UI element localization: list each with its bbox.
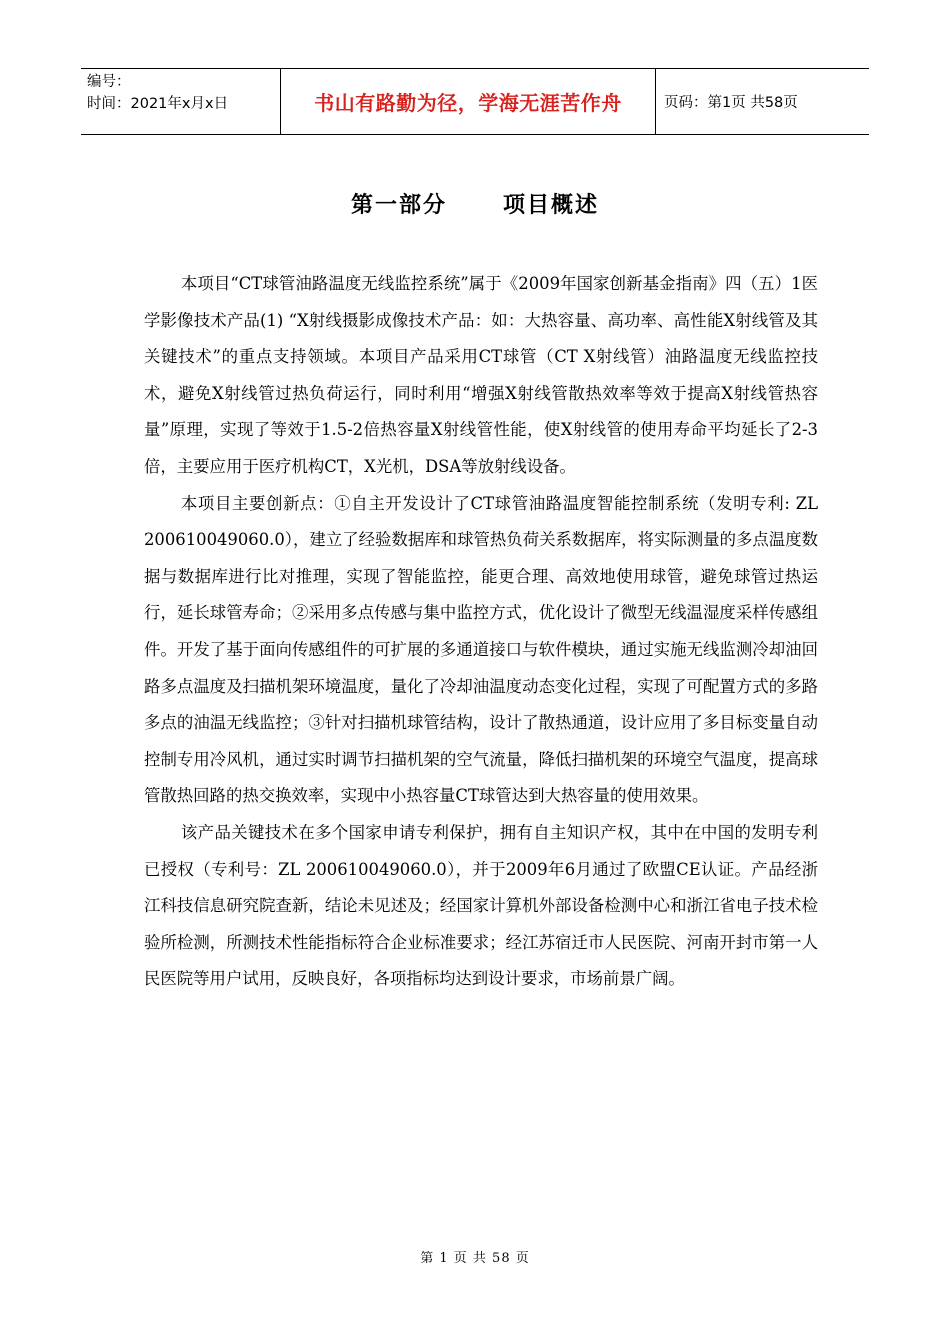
header-motto: 书山有路勤为径，学海无涯苦作舟: [314, 91, 622, 115]
section-title: [0, 188, 950, 219]
paragraph: 该产品关键技术在多个国家申请专利保护，拥有自主知识产权，其中在中国的发明专利已授权（专利号：ZL 200610049060.0），并于2009年6月通过了欧盟CE认证。产品经浙江科技信息研究院查新，结论未见述及；经国家计算机外部设备检测中心和浙江省电子技术检验所检测，所测技术性能指标符合企业标准要求；经江苏宿迁市人民医院、河南开封市第一人民医院等用户试用，反映良好，各项指标均达到设计要求，市场前景广阔。: [144, 822, 818, 989]
header-table: [81, 68, 869, 135]
header-motto-cell: [281, 69, 656, 134]
header-meta-cell: [81, 69, 281, 134]
document-time-label: 时间：2021年x月x日: [87, 96, 229, 112]
document-number-label: 编号：: [87, 74, 131, 90]
section-part-label: 第一部分: [350, 193, 447, 218]
body-text: [144, 266, 818, 998]
header-page-cell: [656, 69, 869, 134]
page-footer: [0, 1247, 950, 1266]
header-page-info: 页码：第1页 共58页: [664, 95, 798, 111]
paragraph: 本项目“CT球管油路温度无线监控系统”属于《2009年国家创新基金指南》四（五）1医学影像技术产品(1) “X射线摄影成像技术产品：如：大热容量、高功率、高性能X射线管及其关键技术”的重点支持领域。本项目产品采用CT球管（CT X射线管）油路温度无线监控技术，避免X射线管过热负荷运行，同时利用“增强X射线管散热效率等效于提高X射线管热容量”原理，实现了等效于1.5-2倍热容量X射线管性能，使X射线管的使用寿命平均延长了2-3倍，主要应用于医疗机构CT，X光机，DSA等放射线设备。: [144, 274, 818, 476]
paragraph: 本项目主要创新点：①自主开发设计了CT球管油路温度智能控制系统（发明专利: ZL 200610049060.0），建立了经验数据库和球管热负荷关系数据库，将实际测量的多点温度数据与数据库进行比对推理，实现了智能监控，能更合理、高效地使用球管，避免球管过热运行，延长球管寿命；②采用多点传感与集中监控方式，优化设计了微型无线温湿度采样传感组件。开发了基于面向传感组件的可扩展的多通道接口与软件模块，通过实施无线监测冷却油回路多点温度及扫描机架环境温度，量化了冷却油温度动态变化过程，实现了可配置方式的多路多点的油温无线监控；③针对扫描机球管结构，设计了散热通道，设计应用了多目标变量自动控制专用冷风机，通过实时调节扫描机架的空气流量，降低扫描机架的环境空气温度，提高球管散热回路的热交换效率，实现中小热容量CT球管达到大热容量的使用效果。: [144, 493, 818, 806]
section-heading: 项目概述: [503, 193, 600, 218]
footer-page-number: 第 1 页 共 58 页: [420, 1251, 530, 1266]
